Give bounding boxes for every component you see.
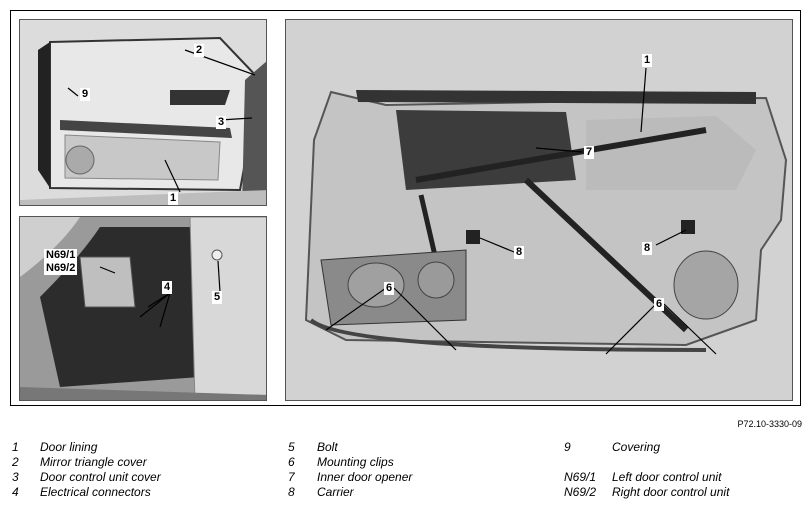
callout-1: 1 bbox=[644, 54, 651, 66]
callout-6: 6 bbox=[386, 282, 393, 294]
callout-3: 3 bbox=[218, 116, 225, 128]
callout-8: 8 bbox=[516, 246, 523, 258]
callout-1: 1 bbox=[170, 192, 177, 204]
callout-9: 9 bbox=[82, 88, 89, 100]
callout-8: 8 bbox=[644, 242, 651, 254]
figure-frame bbox=[10, 10, 801, 406]
legend: 1 Door lining 2 Mirror triangle cover 3 Door control unit cover 4 Electrical connectors 5 Bolt 6 Mounting clips 7 Inner door opener 8 Carrier 9 Covering N69/1 Left door control unit N69/2 Right door control unit bbox=[12, 440, 730, 499]
inner-door-illustration bbox=[286, 20, 793, 401]
callout-6: 6 bbox=[656, 298, 663, 310]
control-unit-detail-panel bbox=[19, 216, 267, 401]
door-overview-illustration bbox=[20, 20, 267, 206]
control-unit-illustration bbox=[20, 217, 267, 401]
callout-5: 5 bbox=[214, 291, 221, 303]
callout-4: 4 bbox=[164, 281, 171, 293]
inner-door-panel bbox=[285, 19, 793, 401]
figure-code: P72.10-3330-09 bbox=[737, 419, 802, 429]
callout-n69-2: N69/2 bbox=[46, 262, 76, 274]
door-overview-panel bbox=[19, 19, 267, 206]
callout-2: 2 bbox=[196, 44, 203, 56]
callout-7: 7 bbox=[586, 146, 593, 158]
callout-n69-1: N69/1 bbox=[46, 249, 76, 261]
